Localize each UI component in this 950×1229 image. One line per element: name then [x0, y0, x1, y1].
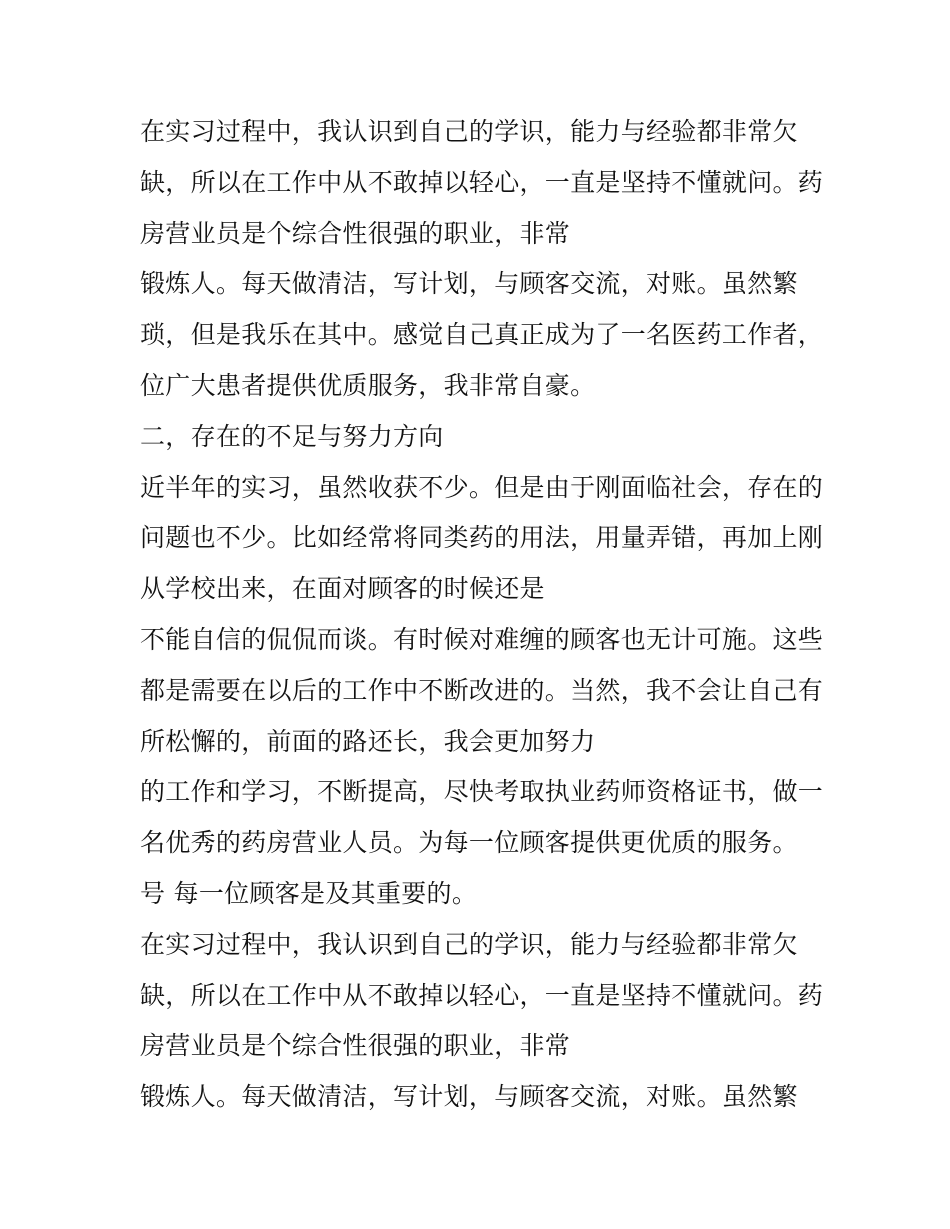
- text-line: 不能自信的侃侃而谈。有时候对难缠的顾客也无计可施。这些: [140, 624, 824, 654]
- text-line: 缺，所以在工作中从不敢掉以轻心，一直是坚持不懂就问。药: [140, 980, 824, 1010]
- document-body: [140, 107, 830, 1123]
- text-line: 号 每一位顾客是及其重要的。: [140, 878, 478, 908]
- text-line: 名优秀的药房营业人员。为每一位顾客提供更优质的服务。: [140, 828, 798, 858]
- text-line: 从学校出来，在面对顾客的时候还是: [140, 574, 545, 604]
- section-heading: 二，存在的不足与努力方向: [140, 421, 444, 451]
- text-line: 缺，所以在工作中从不敢掉以轻心，一直是坚持不懂就问。药: [140, 167, 824, 197]
- text-line: 问题也不少。比如经常将同类药的用法，用量弄错，再加上刚: [140, 523, 824, 553]
- text-line: 都是需要在以后的工作中不断改进的。当然，我不会让自己有: [140, 675, 824, 705]
- text-line: 锻炼人。每天做清洁，写计划，与顾客交流，对账。虽然繁: [140, 269, 798, 299]
- text-line: 锻炼人。每天做清洁，写计划，与顾客交流，对账。虽然繁: [140, 1082, 798, 1112]
- text-line: 所松懈的，前面的路还长，我会更加努力: [140, 726, 596, 756]
- text-line: 房营业员是个综合性很强的职业，非常: [140, 218, 571, 248]
- text-line: 的工作和学习，不断提高，尽快考取执业药师资格证书，做一: [140, 777, 824, 807]
- text-line: 在实习过程中，我认识到自己的学识，能力与经验都非常欠: [140, 117, 798, 146]
- text-line: 位广大患者提供优质服务，我非常自豪。: [140, 370, 596, 400]
- text-line: 近半年的实习，虽然收获不少。但是由于刚面临社会，存在的: [140, 472, 824, 502]
- text-line: 在实习过程中，我认识到自己的学识，能力与经验都非常欠: [140, 929, 798, 959]
- text-line: 琐，但是我乐在其中。感觉自己真正成为了一名医药工作者，: [140, 320, 824, 350]
- text-line: 房营业员是个综合性很强的职业，非常: [140, 1031, 571, 1061]
